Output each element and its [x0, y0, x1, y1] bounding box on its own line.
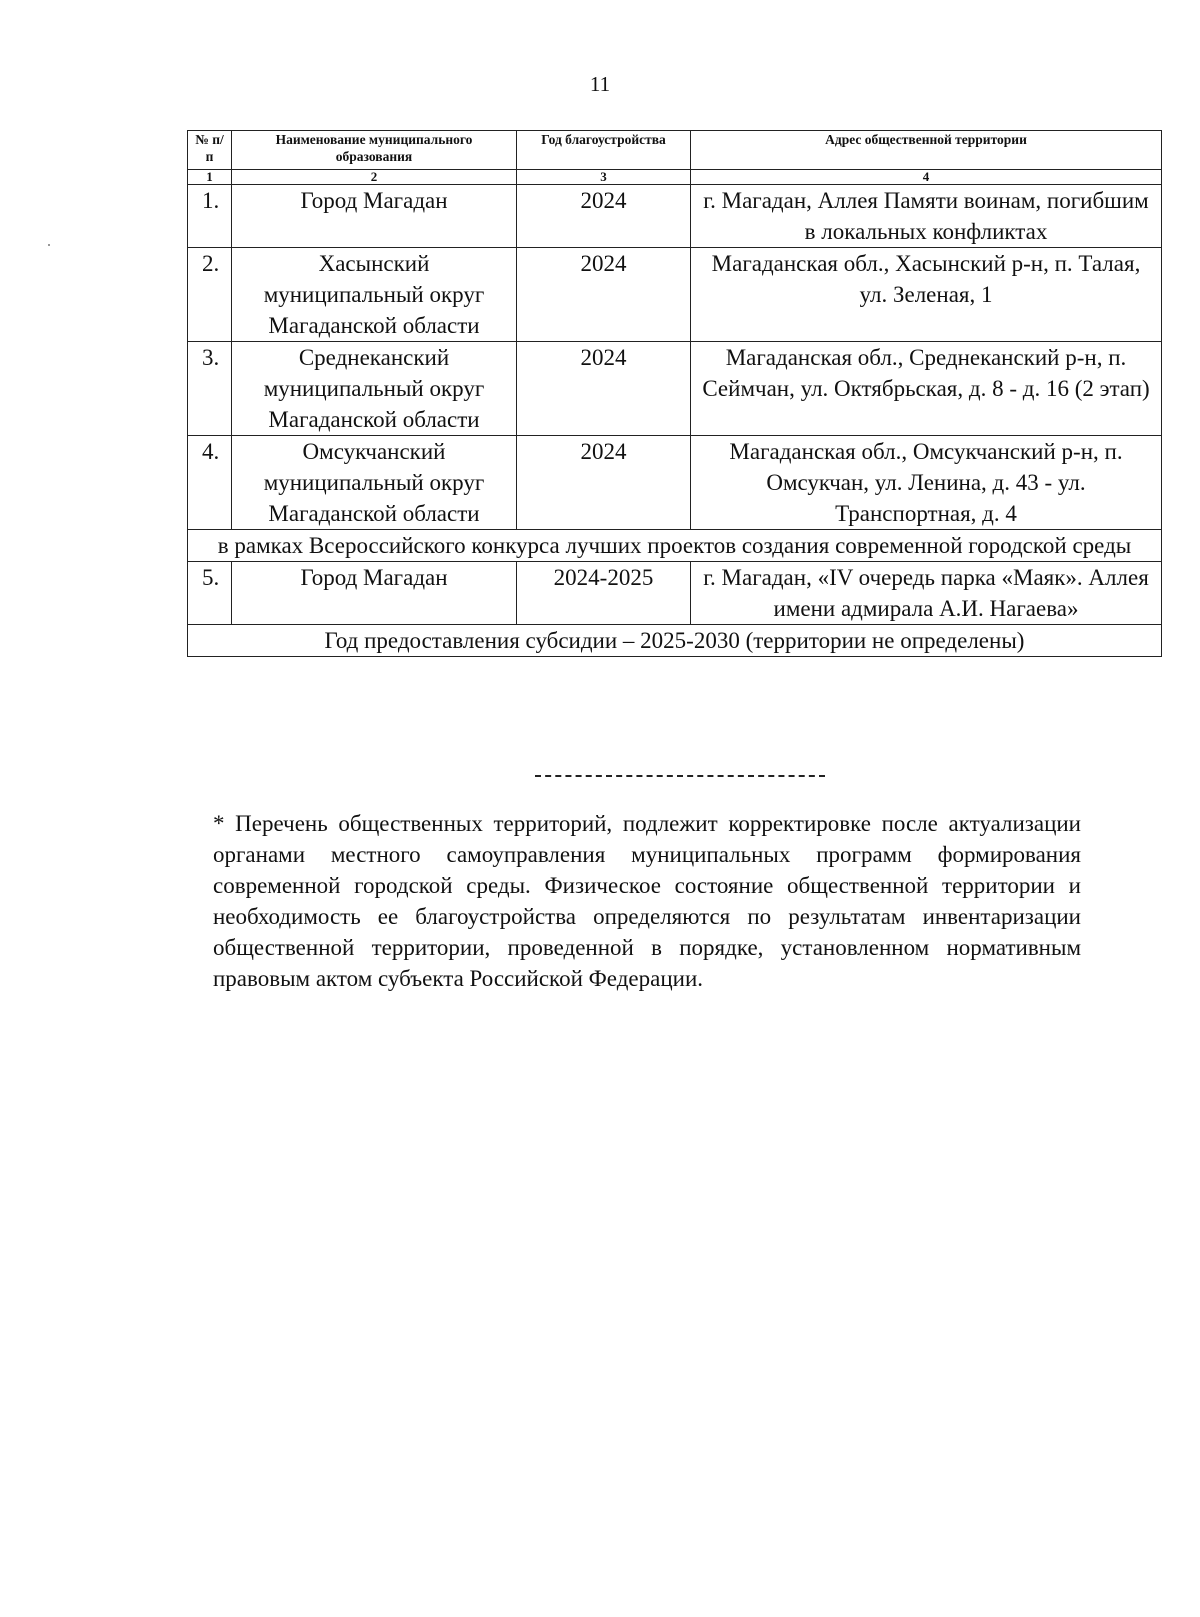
row-number: 1.: [188, 185, 232, 248]
contest-section-row: [188, 530, 1162, 562]
row-address: г. Магадан, «IV очередь парка «Маяк». Аллея имени адмирала А.И. Нагаева»: [691, 562, 1162, 625]
header-address: Адрес общественной территории: [691, 131, 1162, 170]
table-row: [188, 436, 1162, 530]
column-index-row: [188, 170, 1162, 185]
row-year: 2024: [517, 248, 691, 342]
row-municipality: Среднеканский муниципальный округ Магаданской области: [232, 342, 517, 436]
row-year: 2024: [517, 436, 691, 530]
table-row: [188, 248, 1162, 342]
column-index: 1: [188, 170, 232, 185]
row-municipality: Город Магадан: [232, 185, 517, 248]
footnote: * Перечень общественных территорий, подлежит корректировке после актуализации органами местного самоуправления муниципальных программ формирования современной городской среды. Физическое состояние общественной территории и необходимость ее благоустройства определяются по результатам инвентаризации общественной территории, проведенной в порядке, установленном нормативным правовым актом субъекта Российской Федерации.: [213, 811, 1081, 991]
header-number: № п/п: [188, 131, 232, 170]
row-address: Магаданская обл., Хасынский р-н, п. Талая, ул. Зеленая, 1: [691, 248, 1162, 342]
table-row: [188, 185, 1162, 248]
territories-table: [187, 130, 1162, 657]
header-municipality: Наименование муниципального образования: [232, 131, 517, 170]
row-municipality: Хасынский муниципальный округ Магаданской области: [232, 248, 517, 342]
table-row: [188, 342, 1162, 436]
column-index: 2: [232, 170, 517, 185]
row-number: 4.: [188, 436, 232, 530]
row-address: Магаданская обл., Среднеканский р-н, п. Сеймчан, ул. Октябрьская, д. 8 - д. 16 (2 этап): [691, 342, 1162, 436]
column-index: 3: [517, 170, 691, 185]
page-number: 11: [589, 72, 611, 96]
table-row: [188, 562, 1162, 625]
column-index: 4: [691, 170, 1162, 185]
row-number: 2.: [188, 248, 232, 342]
row-year: 2024-2025: [517, 562, 691, 625]
dashed-separator: [535, 775, 825, 780]
contest-section-label: в рамках Всероссийского конкурса лучших проектов создания современной городской среды: [188, 530, 1162, 562]
table-header-row: [188, 131, 1162, 170]
row-year: 2024: [517, 342, 691, 436]
scan-speck: [48, 244, 50, 246]
row-number: 5.: [188, 562, 232, 625]
row-number: 3.: [188, 342, 232, 436]
subsidy-note-row: [188, 625, 1162, 657]
row-year: 2024: [517, 185, 691, 248]
row-municipality: Город Магадан: [232, 562, 517, 625]
row-address: Магаданская обл., Омсукчанский р-н, п. Омсукчан, ул. Ленина, д. 43 - ул. Транспортная, д. 4: [691, 436, 1162, 530]
header-year: Год благоустройства: [517, 131, 691, 170]
row-municipality: Омсукчанский муниципальный округ Магаданской области: [232, 436, 517, 530]
subsidy-note: Год предоставления субсидии – 2025-2030 (территории не определены): [188, 625, 1162, 657]
row-address: г. Магадан, Аллея Памяти воинам, погибшим в локальных конфликтах: [691, 185, 1162, 248]
